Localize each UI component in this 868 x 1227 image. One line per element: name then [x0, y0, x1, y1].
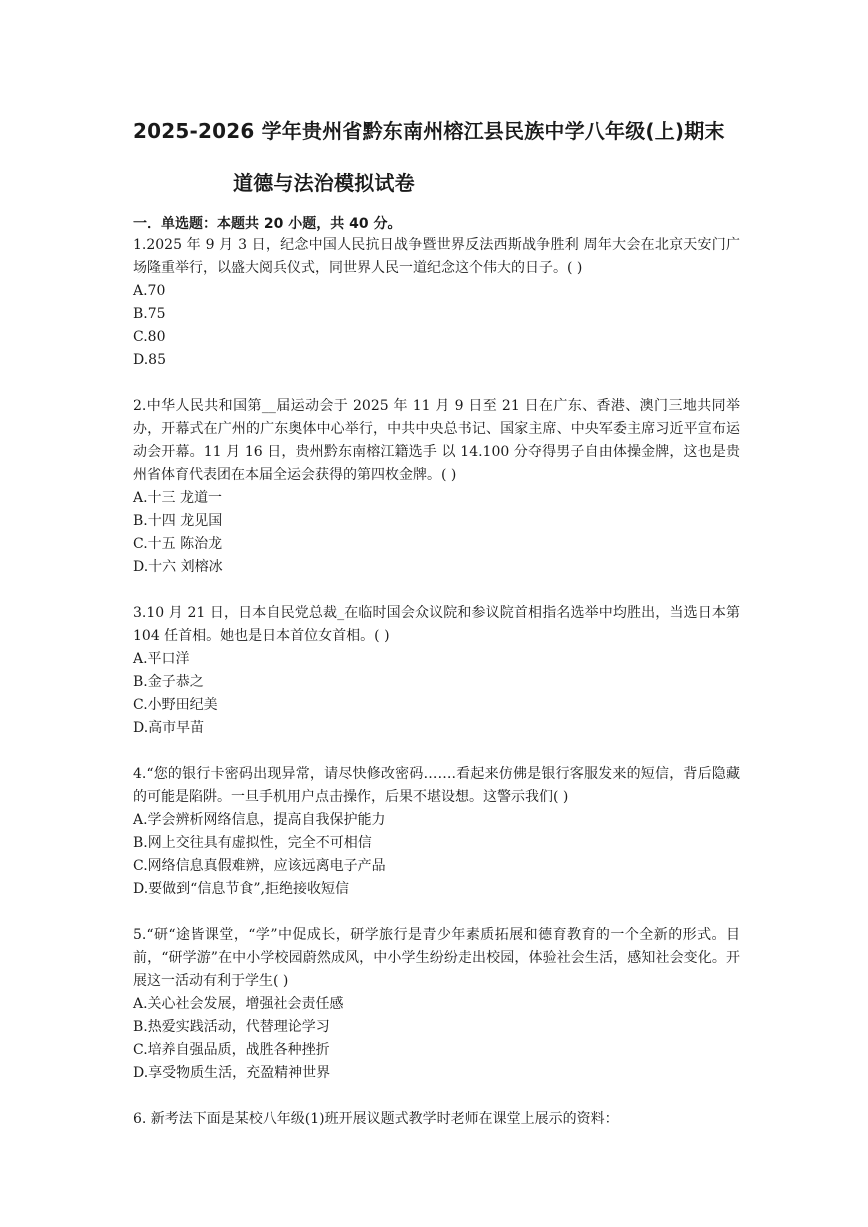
- option-a: A.70: [133, 283, 166, 299]
- exam-title-line1: 2025-2026 学年贵州省黔东南州榕江县民族中学八年级(上)期末: [133, 119, 725, 143]
- option-d: D.要做到“信息节食”,拒绝接收短信: [133, 881, 349, 897]
- question-3: [133, 602, 740, 740]
- question-list: [133, 234, 740, 1131]
- question-stem: 1.2025 年 9 月 3 日，纪念中国人民抗日战争暨世界反法西斯战争胜利 周年大会在北京天安门广场隆重举行，以盛大阅兵仪式，同世界人民一道纪念这个伟大的日子。( ): [133, 237, 740, 276]
- option-a: A.关心社会发展，增强社会责任感: [133, 996, 344, 1012]
- option-b: B.热爱实践活动，代替理论学习: [133, 1019, 330, 1035]
- option-a: A.学会辨析网络信息，提高自我保护能力: [133, 812, 386, 828]
- section-heading: 一．单选题：本题共 20 小题，共 40 分。: [133, 216, 402, 232]
- question-6: [133, 1108, 740, 1131]
- question-stem: 5.“研“途皆课堂，“学”中促成长，研学旅行是青少年素质拓展和德育教育的一个全新的形式。目前，“研学游”在中小学校园蔚然成风，中小学生纷纷走出校园，体验社会生活，感知社会变化。开展这一活动有利于学生( ): [133, 927, 740, 989]
- question-stem: 6. 新考法下面是某校八年级(1)班开展议题式教学时老师在课堂上展示的资料：: [133, 1111, 619, 1127]
- option-c: C.网络信息真假难辨，应该远离电子产品: [133, 858, 386, 874]
- option-b: B.十四 龙见国: [133, 513, 223, 529]
- option-d: D.85: [133, 352, 166, 368]
- option-b: B.金子恭之: [133, 674, 204, 690]
- option-a: A.平口洋: [133, 651, 190, 667]
- option-c: C.小野田纪美: [133, 697, 218, 713]
- option-b: B.75: [133, 306, 166, 322]
- question-stem: 3.10 月 21 日，日本自民党总裁_在临时国会众议院和参议院首相指名选举中均胜出，当选日本第 104 任首相。她也是日本首位女首相。( ): [133, 605, 740, 644]
- exam-title-line2: 道德与法治模拟试卷: [233, 171, 415, 195]
- option-c: C.80: [133, 329, 166, 345]
- option-c: C.十五 陈治龙: [133, 536, 223, 552]
- option-d: D.高市早苗: [133, 720, 205, 736]
- option-d: D.十六 刘榕冰: [133, 559, 223, 575]
- option-d: D.享受物质生活，充盈精神世界: [133, 1065, 331, 1081]
- option-c: C.培养自强品质，战胜各种挫折: [133, 1042, 330, 1058]
- question-1: [133, 234, 740, 372]
- option-b: B.网上交往具有虚拟性，完全不可相信: [133, 835, 372, 851]
- question-5: [133, 924, 740, 1085]
- question-stem: 2.中华人民共和国第__届运动会于 2025 年 11 月 9 日至 21 日在广东、香港、澳门三地共同举办，开幕式在广州的广东奥体中心举行，中共中央总书记、国家主席、中央军委主席习近平宣布运动会开幕。11 月 16 日，贵州黔东南榕江籍选手 以 14.100 分夺得男子自由体操金牌，这也是贵州省体育代表团在本届全运会获得的第四枚金牌。( ): [133, 398, 740, 483]
- question-2: [133, 395, 740, 579]
- question-4: [133, 763, 740, 901]
- question-stem: 4.“您的银行卡密码出现异常，请尽快修改密码…….看起来仿佛是银行客服发来的短信，背后隐藏的可能是陷阱。一旦手机用户点击操作，后果不堪设想。这警示我们( ): [133, 766, 740, 805]
- option-a: A.十三 龙道一: [133, 490, 223, 506]
